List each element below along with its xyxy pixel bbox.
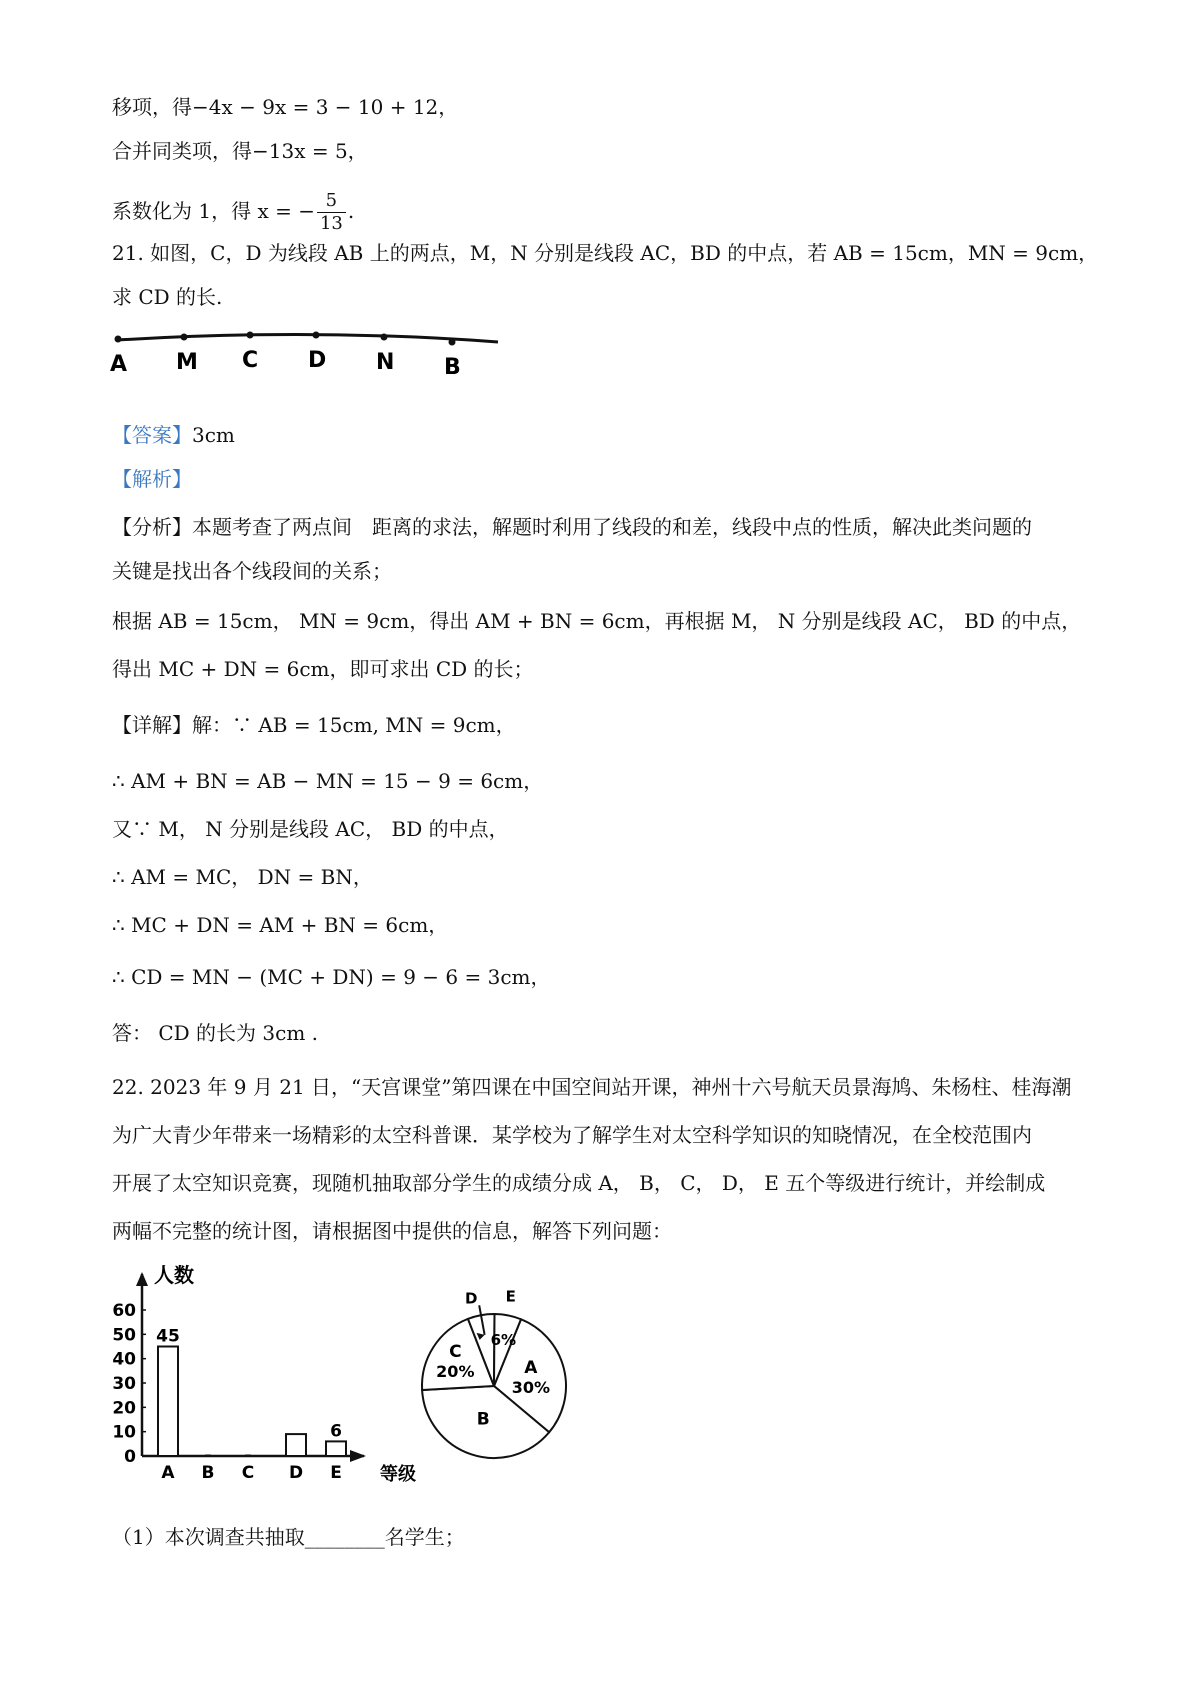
bar-ytick-20: 20 [112, 1398, 136, 1419]
segment-figure [112, 330, 512, 380]
detail-line-4: ∴ AM = MC， DN = BN， [112, 865, 373, 889]
q22-line-1: 22. 2023 年 9 月 21 日，“天宫课堂”第四课在中国空间站开课，神州十六号航天员景海鸠、朱杨柱、桂海潮 [112, 1075, 1072, 1099]
answer-value: 3cm [192, 423, 235, 447]
coef-prefix: 系数化为 1，得 x = − [112, 199, 315, 223]
segment-point-B [449, 339, 456, 346]
pie-percent-E: 6% [490, 1330, 517, 1349]
bar-ytick-10: 10 [112, 1422, 136, 1443]
segment-label-M: M [176, 350, 198, 375]
segment-point-M [181, 334, 188, 341]
segment-label-B: B [444, 355, 461, 380]
bar-xtick-A: A [161, 1463, 175, 1483]
sub1-suffix: 名学生； [384, 1525, 465, 1549]
bar-chart [112, 1262, 432, 1492]
bar-ytick-60: 60 [112, 1301, 136, 1321]
segment-point-N [381, 334, 388, 341]
analysis-label: 【分析】 [112, 515, 192, 539]
detail-line-7: 答： CD 的长为 3cm . [112, 1021, 319, 1045]
detail-line-2: ∴ AM + BN = AB − MN = 15 − 9 = 6cm， [112, 769, 544, 793]
frac-num: 5 [317, 190, 346, 213]
bar-xtick-C: C [241, 1463, 255, 1483]
sub-question-1 [112, 1522, 465, 1552]
detail-text-1: 解：∵ AB = 15cm, MN = 9cm， [192, 713, 516, 737]
bar-y-arrow [136, 1272, 148, 1286]
pie-label-D: D [464, 1289, 478, 1308]
bar-ylabel: 人数 [154, 1263, 194, 1287]
segment-label-N: N [376, 350, 395, 375]
bar-xtick-E: E [330, 1463, 342, 1483]
analysis-line-4: 得出 MC + DN = 6cm，即可求出 CD 的长； [112, 657, 534, 681]
segment-label-A: A [110, 352, 128, 377]
bar-ytick-40: 40 [112, 1349, 136, 1370]
bar-xlabel: 等级 [380, 1464, 416, 1485]
bar-data-label-A: 45 [156, 1326, 180, 1347]
bar-xtick-D: D [288, 1463, 304, 1483]
analysis-tag: 【解析】 [112, 467, 192, 491]
detail-label: 【详解】 [112, 713, 192, 737]
analysis-line-3: 根据 AB = 15cm， MN = 9cm，得出 AM + BN = 6cm，再根据 M， N 分别是线段 AC， BD 的中点， [112, 609, 1082, 633]
pie-percent-C: 20% [436, 1362, 475, 1382]
bar-data-label-E: 6 [330, 1421, 342, 1442]
work-line-1: 移项，得−4x − 9x = 3 − 10 + 12， [112, 95, 459, 119]
coef-suffix: . [347, 199, 355, 223]
pie-label-B: B [476, 1409, 490, 1430]
pie-percent-A: 30% [511, 1377, 551, 1397]
segment-point-D [313, 332, 320, 339]
q22-line-2: 为广大青少年带来一场精彩的太空科普课．某学校为了解学生对太空科学知识的知晓情况，在全校范围内 [112, 1123, 1032, 1147]
answer-line [112, 420, 235, 450]
bar-x-arrow [350, 1450, 366, 1462]
coef-fraction [317, 190, 346, 235]
coef-line [112, 190, 354, 235]
q22-line-3: 开展了太空知识竞赛，现随机抽取部分学生的成绩分成 A， B， C， D， E 五个等级进行统计，并绘制成 [112, 1171, 1046, 1195]
answer-tag: 【答案】 [112, 423, 192, 447]
bar-D [286, 1434, 306, 1456]
segment-line [118, 334, 498, 342]
work-line-2: 合并同类项，得−13x = 5， [112, 139, 368, 163]
segment-label-D: D [308, 348, 327, 373]
frac-den: 13 [319, 213, 343, 234]
pie-label-C: C [449, 1342, 462, 1363]
pie-label-A: A [524, 1357, 538, 1378]
segment-point-C [247, 332, 254, 339]
bar-xtick-B: B [201, 1463, 215, 1483]
bar-E [326, 1441, 346, 1456]
analysis-line-2: 关键是找出各个线段间的关系； [112, 559, 392, 583]
sub1-blank: ________ [304, 1525, 385, 1549]
segment-label-C: C [242, 348, 259, 373]
q21-line-2: 求 CD 的长. [112, 285, 223, 309]
bar-ytick-30: 30 [112, 1374, 136, 1394]
detail-line-3: 又∵ M， N 分别是线段 AC， BD 的中点， [112, 817, 509, 841]
bar-A [158, 1347, 178, 1457]
q22-line-4: 两幅不完整的统计图，请根据图中提供的信息，解答下列问题： [112, 1219, 672, 1243]
segment-point-A [115, 336, 122, 343]
q21-line-1: 21. 如图，C，D 为线段 AB 上的两点，M，N 分别是线段 AC，BD 的中点，若 AB = 15cm，MN = 9cm， [112, 241, 1099, 265]
bar-ytick-0: 0 [124, 1447, 136, 1467]
pie-label-E: E [505, 1287, 516, 1306]
bar-ytick-50: 50 [112, 1325, 136, 1346]
analysis-text-1: 本题考查了两点间 距离的求法，解题时利用了线段的和差，线段中点的性质，解决此类问题的 [192, 515, 1032, 539]
pie-chart [416, 1268, 596, 1468]
detail-line-1 [112, 710, 516, 740]
sub1-text: （1）本次调查共抽取 [112, 1525, 305, 1549]
detail-line-5: ∴ MC + DN = AM + BN = 6cm， [112, 913, 449, 937]
detail-line-6: ∴ CD = MN − (MC + DN) = 9 − 6 = 3cm， [112, 965, 551, 989]
analysis-line-1 [112, 512, 1032, 542]
